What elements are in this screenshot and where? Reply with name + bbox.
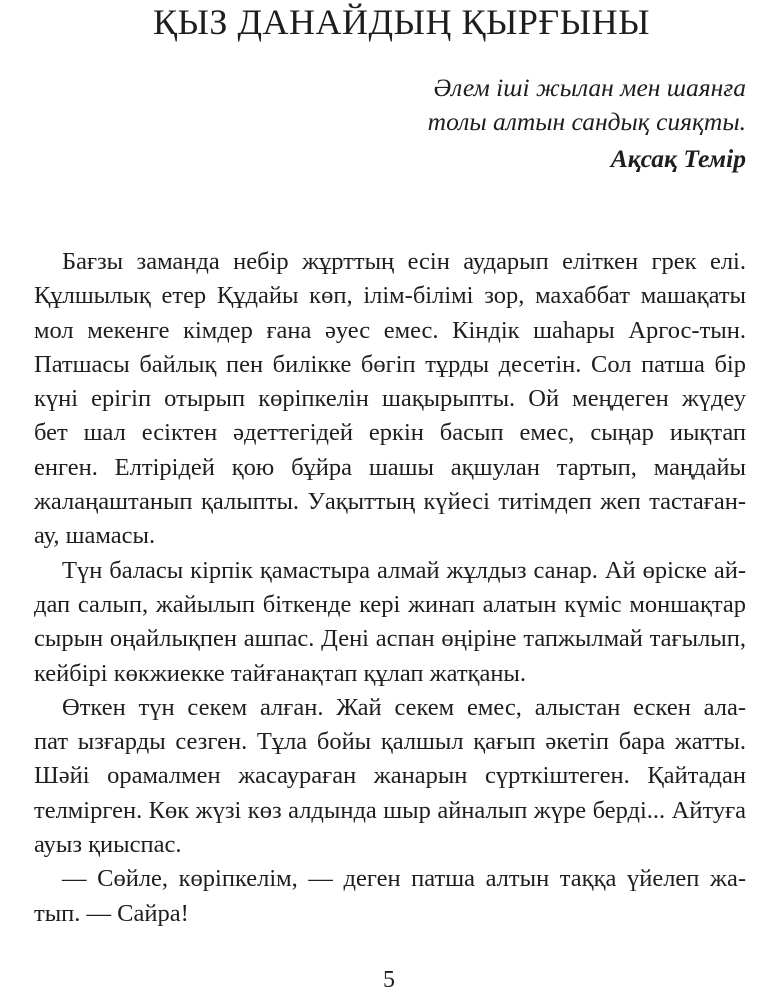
text-line: Құлшылық етер Құдайы көп, ілім-білімі зор, махаббат машақаты: [34, 282, 746, 310]
text-line: күні ерігіп отырып көріпкелін шақырыпты. Ой меңдеген жүдеу: [34, 385, 746, 413]
epigraph: [428, 71, 746, 139]
text-line: — Сөйле, көріпкелім, — деген патша алтын таққа үйелеп жа-: [62, 865, 746, 893]
epigraph-author: Ақсақ Темір: [610, 144, 746, 173]
text-line: енген. Елтірідей қою бұйра шашы ақшулан тартып, маңдайы: [34, 453, 746, 481]
body-text: [34, 245, 746, 931]
text-line: телмірген. Көк жүзі көз алдында шыр айналып жүре берді... Айтуға: [34, 796, 746, 824]
text-line: мол мекенге кімдер ғана әуес емес. Кіндік шаһары Аргос-тын.: [34, 316, 746, 344]
epigraph-line: толы алтын сандық сияқты.: [427, 107, 746, 136]
chapter-title: ҚЫЗ ДАНАЙДЫҢ ҚЫРҒЫНЫ: [153, 2, 650, 42]
text-line: Өткен түн секем алған. Жай секем емес, алыстан ескен ала-: [62, 693, 746, 721]
text-line: дап салып, жайылып біткенде кері жинап алатын күміс моншақтар: [34, 590, 746, 618]
text-line: ау, шамасы.: [34, 522, 156, 550]
text-line: жалаңаштанып қалыпты. Уақыттың күйесі титімдеп жеп тастаған-: [34, 488, 746, 516]
text-line: тып. — Сайра!: [34, 899, 189, 927]
text-line: Шәйі орамалмен жасаураған жанарын сүрткіштеген. Қайтадан: [34, 762, 746, 790]
text-line: бет шал есіктен әдеттегідей еркін басып емес, сыңар иықтап: [34, 419, 746, 447]
text-line: Бағзы заманда небір жұрттың есін аударып еліткен грек елі.: [62, 248, 746, 275]
text-line: пат ызғарды сезген. Тұла бойы қалшыл қағып әкетіп бара жатты.: [34, 728, 746, 756]
page-number: 5: [383, 967, 395, 993]
epigraph-line: Әлем іші жылан мен шаянға: [433, 73, 746, 102]
text-line: сырын оңайлықпен ашпас. Дені аспан өңіріне тапжылмай тағылып,: [34, 625, 746, 653]
text-line: Патшасы байлық пен билікке бөгіп тұрды десетін. Сол патша бір: [34, 350, 746, 378]
text-line: ауыз қиыспас.: [34, 831, 182, 859]
text-line: Түн баласы кірпік қамастыра алмай жұлдыз санар. Ай өріске ай-: [62, 556, 746, 584]
text-line: кейбірі көкжиекке тайғанақтап құлап жатқаны.: [34, 659, 527, 687]
